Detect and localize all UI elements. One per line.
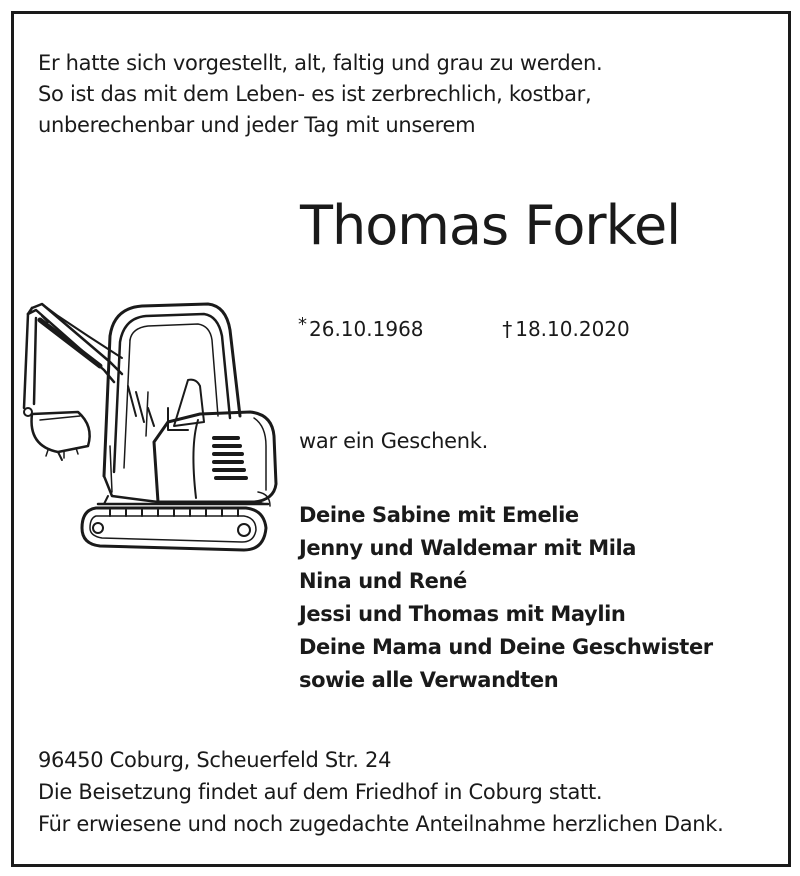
intro-text <box>38 48 602 141</box>
intro-line-3: unberechenbar und jeder Tag mit unserem <box>38 113 476 137</box>
life-dates <box>298 314 630 341</box>
death-symbol: † <box>502 317 513 341</box>
birth-date: 26.10.1968 <box>309 317 424 341</box>
family-line-2: Jenny und Waldemar mit Mila <box>299 536 637 560</box>
deceased-name: Thomas Forkel <box>300 194 681 257</box>
family-list <box>299 500 713 698</box>
footer-text <box>38 745 724 841</box>
family-line-6: sowie alle Verwandten <box>299 668 559 692</box>
intro-line-2: So ist das mit dem Leben- es ist zerbrechlich, kostbar, <box>38 82 592 106</box>
gift-line: war ein Geschenk. <box>299 429 489 453</box>
intro-line-1: Er hatte sich vorgestellt, alt, faltig und grau zu werden. <box>38 51 603 75</box>
footer-thanks: Für erwiesene und noch zugedachte Anteilnahme herzlichen Dank. <box>38 812 724 836</box>
family-line-4: Jessi und Thomas mit Maylin <box>299 602 626 626</box>
footer-burial-note: Die Beisetzung findet auf dem Friedhof in Coburg statt. <box>38 780 603 804</box>
family-line-3: Nina und René <box>299 569 467 593</box>
excavator-icon <box>18 296 288 558</box>
family-line-1: Deine Sabine mit Emelie <box>299 503 579 527</box>
footer-address: 96450 Coburg, Scheuerfeld Str. 24 <box>38 748 392 772</box>
death-date: 18.10.2020 <box>515 317 630 341</box>
family-line-5: Deine Mama und Deine Geschwister <box>299 635 713 659</box>
birth-symbol: * <box>298 314 307 335</box>
